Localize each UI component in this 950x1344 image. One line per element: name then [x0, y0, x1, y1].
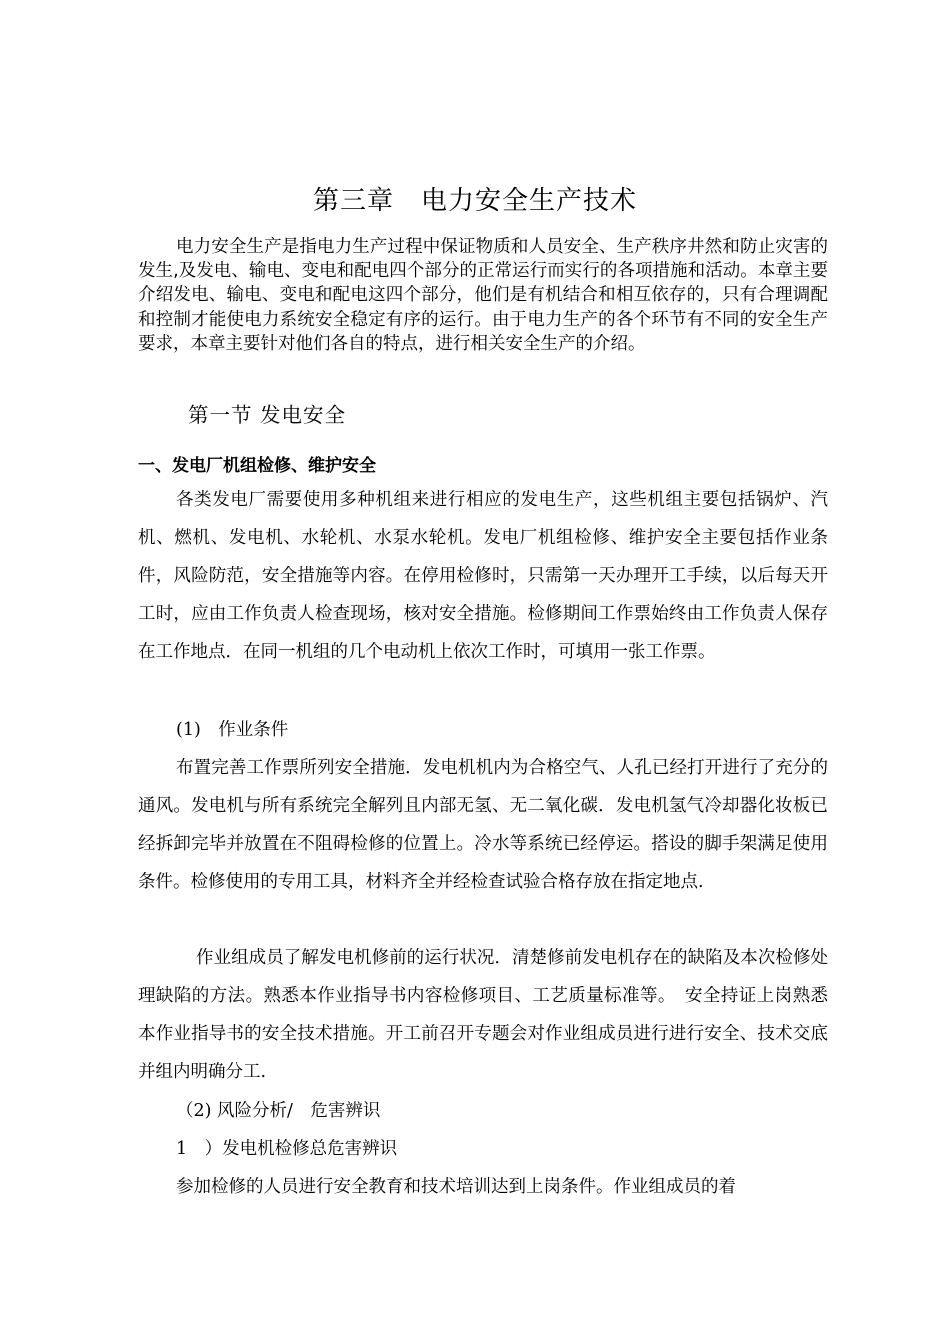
section-title: 第一节 发电安全 [188, 403, 347, 427]
body-paragraph-2: 布置完善工作票所列安全措施．发电机机内为合格空气、人孔已经打开进行了充分的通风。发电机与所有系统完全解列且内部无氢、无二氧化碳．发电机氢气冷却器化妆板已经拆卸完毕并放置在不阻碍检修的位置上。冷水等系统已经停运。搭设的脚手架满足使用条件。检修使用的专用工具，材料齐全并经检查试验合格存放在指定地点. [138, 758, 828, 892]
body-paragraph-4: 参加检修的人员进行安全教育和技术培训达到上岗条件。作业组成员的着 [176, 1177, 736, 1197]
list-item-work-conditions: (1) 作业条件 [176, 720, 289, 740]
list-item-hazard-identification: 1 ）发电机检修总危害辨识 [176, 1139, 398, 1159]
chapter-title: 第三章 电力安全生产技术 [312, 186, 637, 216]
body-paragraph-1: 各类发电厂需要使用多种机组来进行相应的发电生产，这些机组主要包括锅炉、汽机、燃机、发电机、水轮机、水泵水轮机。发电厂机组检修、维护安全主要包括作业条件，风险防范，安全措施等内容。在停用检修时，只需第一天办理开工手续，以后每天开工时，应由工作负责人检查现场，核对安全措施。检修期间工作票始终由工作负责人保存在工作地点．在同一机组的几个电动机上依次工作时，可填用一张工作票。 [138, 490, 828, 662]
list-item-risk-analysis: （2) 风险分析/ 危害辨识 [176, 1101, 381, 1121]
subsection-title: 一、发电厂机组检修、维护安全 [138, 456, 376, 476]
body-paragraph-3: 作业组成员了解发电机修前的运行状况．清楚修前发电机存在的缺陷及本次检修处理缺陷的方法。熟悉本作业指导书内容检修项目、工艺质量标准等。 安全持证上岗熟悉本作业指导书的安全技术措施。开工前召开专题会对作业组成员进行进行安全、技术交底并组内明确分工. [138, 948, 828, 1082]
chapter-intro-paragraph: 电力安全生产是指电力生产过程中保证物质和人员安全、生产秩序井然和防止灾害的发生,及发电、输电、变电和配电四个部分的正常运行而实行的各项措施和活动。本章主要介绍发电、输电、变电和配电这四个部分，他们是有机结合和相互依存的，只有合理调配和控制才能使电力系统安全稳定有序的运行。由于电力生产的各个环节有不同的安全生产要求，本章主要针对他们各自的特点，进行相关安全生产的介绍。 [138, 237, 828, 354]
